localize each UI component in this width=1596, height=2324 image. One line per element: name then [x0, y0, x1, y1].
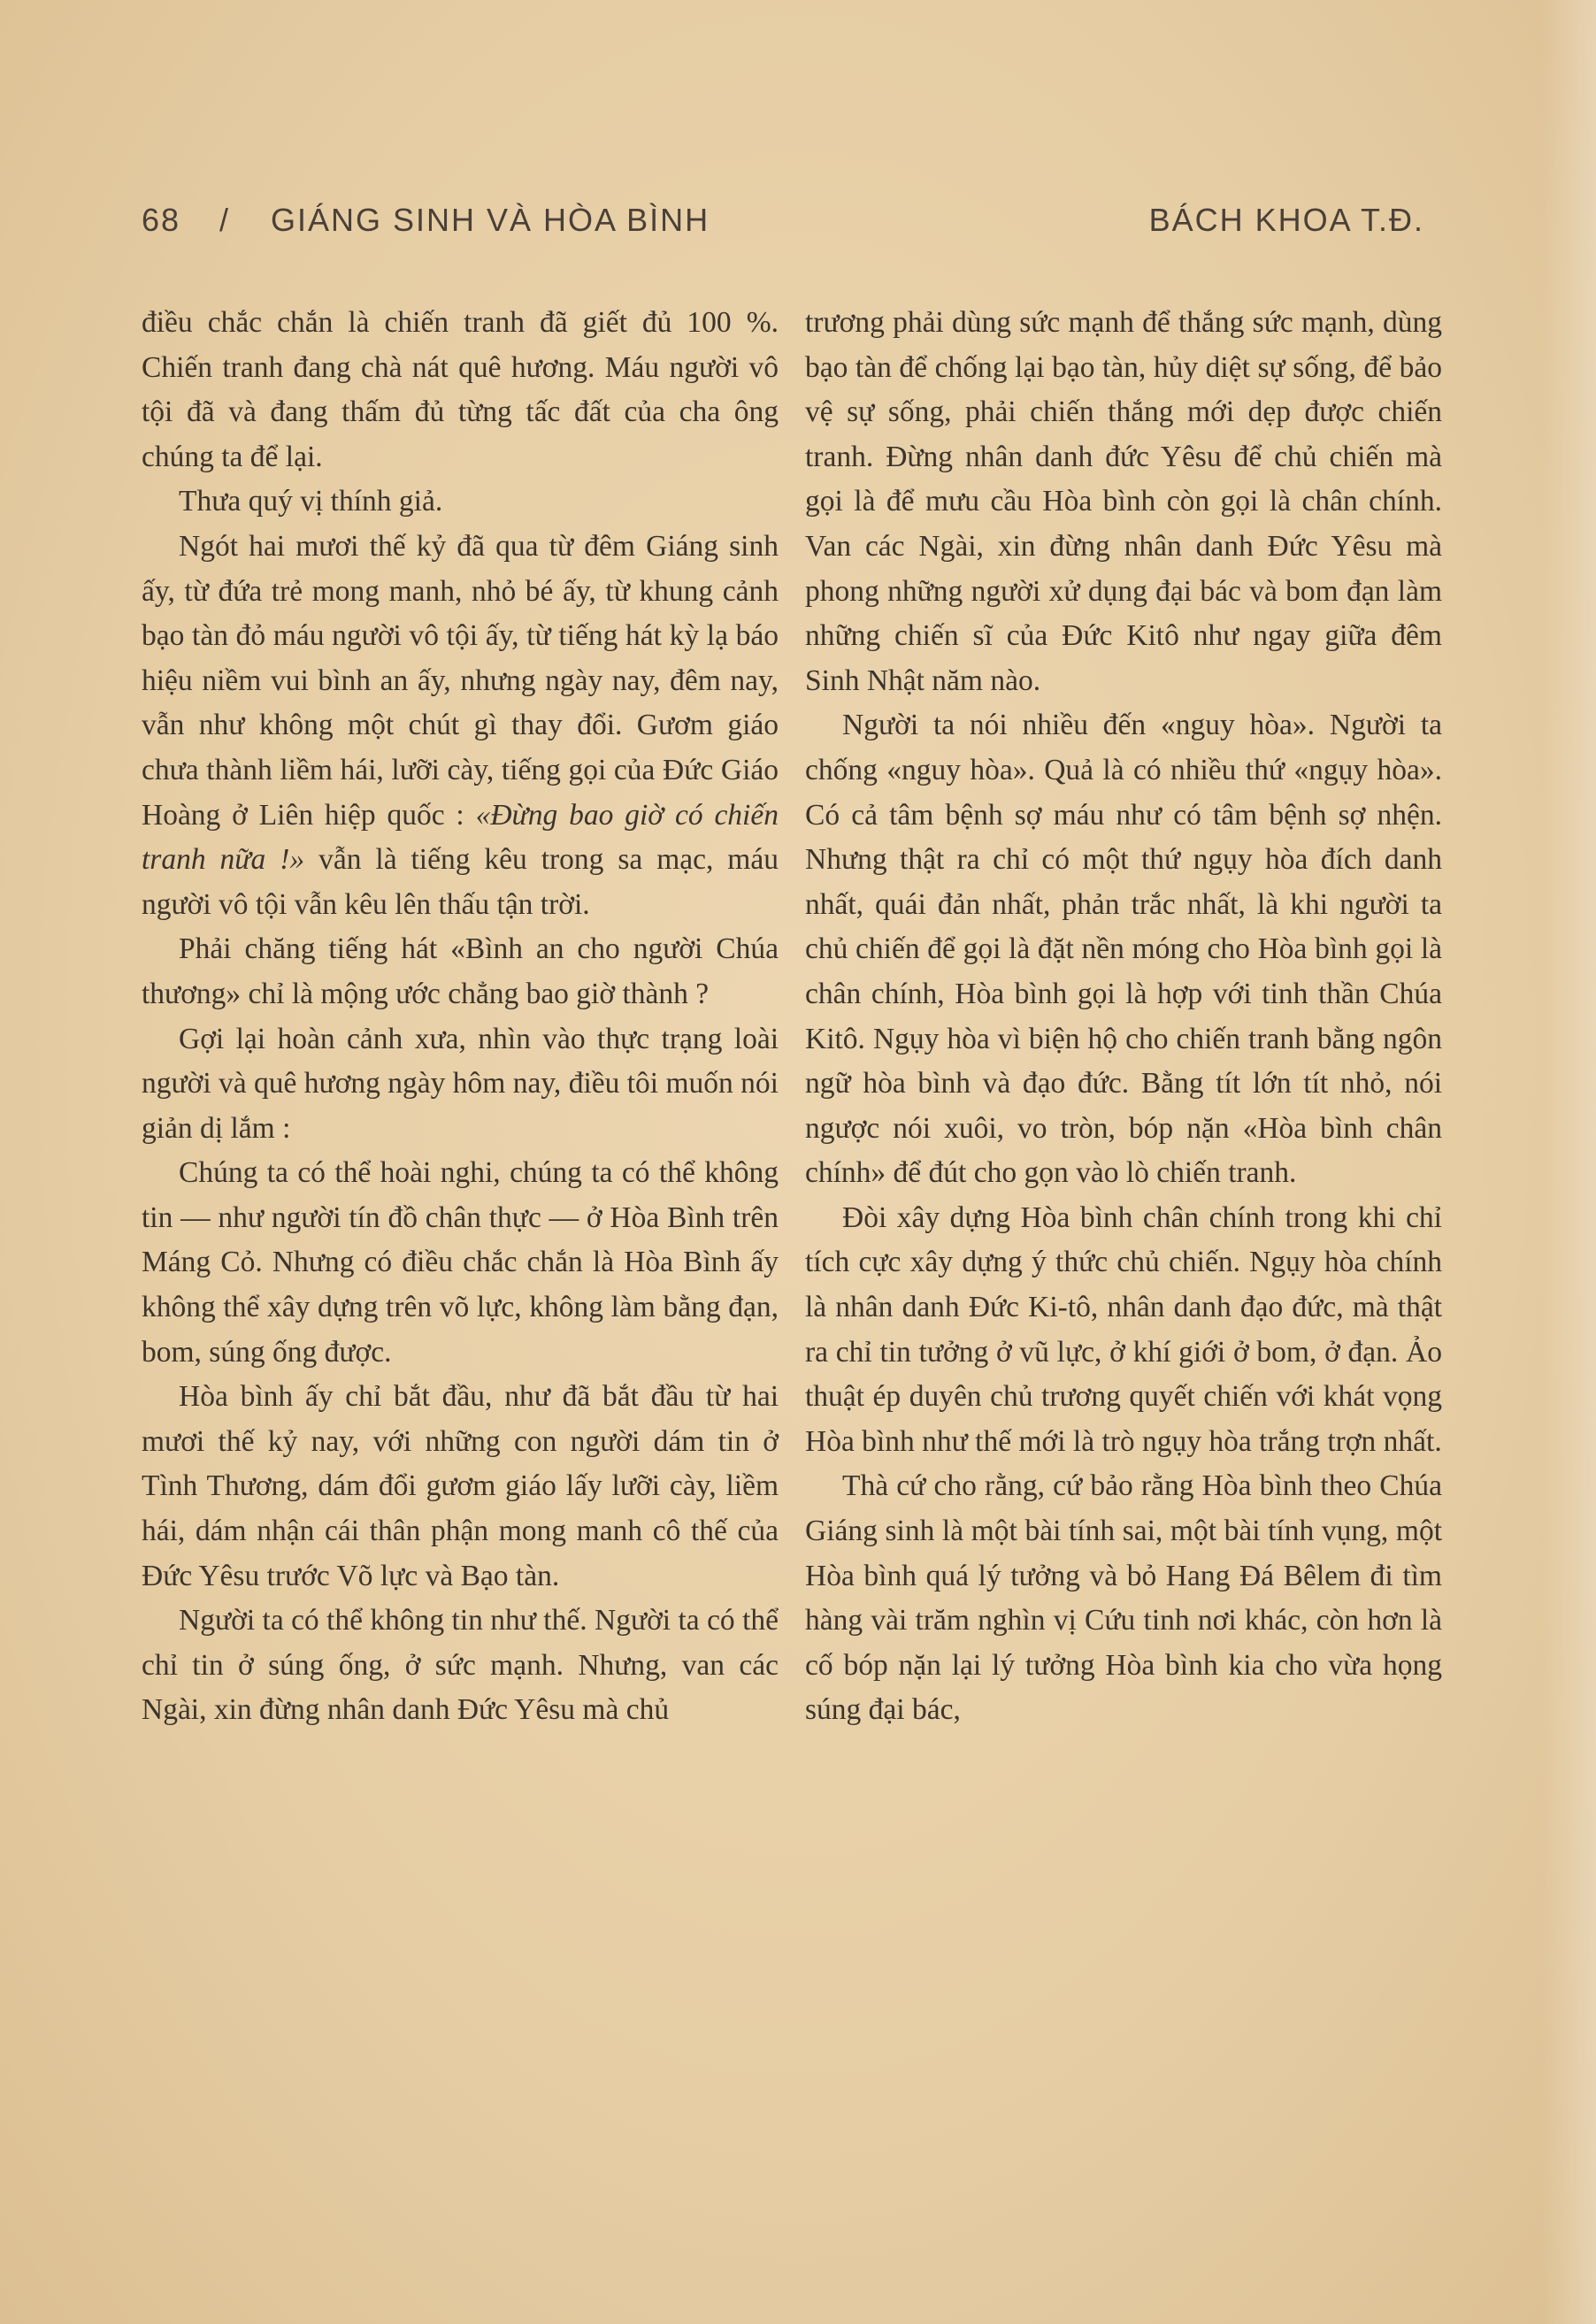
paragraph: Phải chăng tiếng hát «Bình an cho người Chúa thương» chỉ là mộng ước chẳng bao giờ thành ? — [142, 932, 779, 1010]
paragraph — [142, 525, 779, 927]
paragraph: trương phải dùng sức mạnh để thắng sức mạnh, dùng bạo tàn để chống lại bạo tàn, hủy diệt sự sống, để bảo vệ sự sống, phải chiến thắng mới dẹp được chiến tranh. Đừng nhân danh đức Yêsu để chủ chiến mà gọi là để mưu cầu Hòa bình còn gọi là chân chính. Van các Ngài, xin đừng nhân danh Đức Yêsu mà phong những người xử dụng đại bác và bom đạn làm những chiến sĩ của Đức Kitô như ngay giữa đêm Sinh Nhật năm nào. — [805, 306, 1442, 697]
paper-edge — [1543, 0, 1596, 2324]
header-separator: / — [219, 202, 231, 238]
page-number: 68 — [142, 202, 181, 238]
paragraph: Người ta nói nhiều đến «nguy hòa». Người ta chống «nguy hòa». Quả là có nhiều thứ «ngụy hòa». Có cả tâm bệnh sợ máu như có tâm bệnh sợ nhện. Nhưng thật ra chỉ có một thứ ngụy hòa đích danh nhất, quái đản nhất, phản trắc nhất, là khi người ta chủ chiến để gọi là đặt nền móng cho Hòa bình gọi là chân chính, Hòa bình gọi là hợp với tinh thần Chúa Kitô. Ngụy hòa vì biện hộ cho chiến tranh bằng ngôn ngữ hòa bình và đạo đức. Bằng tít lớn tít nhỏ, nói ngược nói xuôi, vo tròn, bóp nặn «Hòa bình chân chính» để đút cho gọn vào lò chiến tranh. — [805, 709, 1442, 1190]
paragraph-text: vẫn là tiếng kêu trong sa mạc, máu người vô tội vẫn kêu lên thấu tận trời. — [142, 843, 779, 921]
running-header — [142, 202, 1424, 255]
paragraph: Thưa quý vị thính giả. — [179, 485, 443, 518]
paragraph: Người ta có thể không tin như thế. Người ta có thể chỉ tin ở súng ống, ở sức mạnh. Nhưng, van các Ngài, xin đừng nhân danh Đức Yêsu mà chủ — [142, 1604, 779, 1727]
paragraph: Thà cứ cho rằng, cứ bảo rằng Hòa bình theo Chúa Giáng sinh là một bài tính sai, một bài tính vụng, một Hòa bình quá lý tưởng và bỏ Hang Đá Bêlem đi tìm hàng vài trăm nghìn vị Cứu tinh nơi khác, còn hơn là cố bóp nặn lại lý tưởng Hòa bình kia cho vừa họng súng đại bác, — [805, 1469, 1442, 1727]
paragraph: điều chắc chắn là chiến tranh đã giết đủ 100 %. Chiến tranh đang chà nát quê hương. Máu người vô tội đã và đang thấm đủ từng tấc đất của cha ông chúng ta để lại. — [142, 306, 779, 473]
left-column — [142, 301, 779, 1733]
paragraph: Gợi lại hoàn cảnh xưa, nhìn vào thực trạng loài người và quê hương ngày hôm nay, điều tôi muốn nói giản dị lắm : — [142, 1022, 779, 1145]
paragraph: Đòi xây dựng Hòa bình chân chính trong khi chỉ tích cực xây dựng ý thức chủ chiến. Ngụy hòa chính là nhân danh Đức Ki-tô, nhân danh đạo đức, mà thật ra chỉ tin tưởng ở vũ lực, ở khí giới ở bom, ở đạn. Ảo thuật ép duyên chủ trương quyết chiến với khát vọng Hòa bình như thế mới là trò ngụy hòa trắng trợn nhất. — [805, 1200, 1442, 1458]
running-title: GIÁNG SINH VÀ HÒA BÌNH — [271, 202, 710, 238]
right-column — [805, 301, 1442, 1733]
paragraph-text: Ngót hai mươi thế kỷ đã qua từ đêm Giáng sinh ấy, từ đứa trẻ mong manh, nhỏ bé ấy, từ khung cảnh bạo tàn đỏ máu người vô tội ấy, từ tiếng hát kỳ lạ báo hiệu niềm vui bình an ấy, nhưng ngày nay, đêm nay, vẫn như không một chút gì thay đổi. Gươm giáo chưa thành liềm hái, lưỡi cày, tiếng gọi của Đức Giáo Hoàng ở Liên hiệp quốc : — [142, 529, 779, 832]
paragraph: Hòa bình ấy chỉ bắt đầu, như đã bắt đầu từ hai mươi thế kỷ nay, với những con người dám tin ở Tình Thương, dám đổi gươm giáo lấy lưỡi cày, liềm hái, dám nhận cái thân phận mong manh cô thế của Đức Yêsu trước Võ lực và Bạo tàn. — [142, 1380, 779, 1592]
pope-quote: «Đừng bao giờ có chiến tranh nữa !» — [142, 798, 779, 877]
paragraph: Chúng ta có thể hoài nghi, chúng ta có thể không tin — như người tín đồ chân thực — ở Hòa Bình trên Máng Cỏ. Nhưng có điều chắc chắn là Hòa Bình ấy không thể xây dựng trên võ lực, không làm bằng đạn, bom, súng ống được. — [142, 1156, 779, 1369]
journal-name: BÁCH KHOA T.Đ. — [1148, 202, 1424, 238]
